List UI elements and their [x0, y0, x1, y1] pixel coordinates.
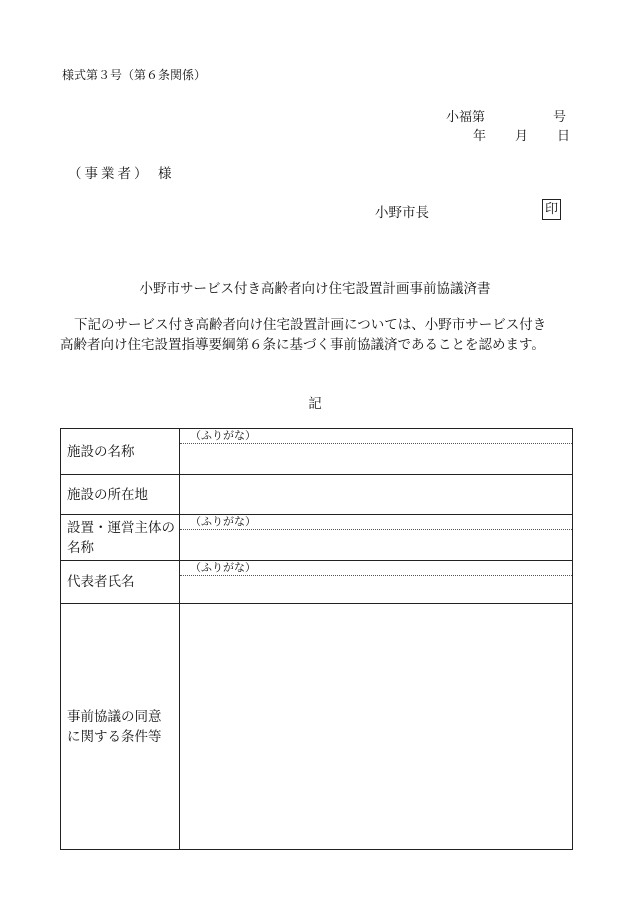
operator-name-label [61, 515, 180, 561]
body-line-1: 下記のサービス付き高齢者向け住宅設置計画については、小野市サービス付き [74, 317, 547, 333]
document-title: 小野市サービス付き高齢者向け住宅設置計画事前協議済書 [139, 281, 491, 297]
date-month: 月 [515, 129, 529, 144]
furigana-label: （ふりがな） [180, 515, 572, 530]
facility-address-cell[interactable] [180, 475, 573, 515]
conditions-label-line2: に関する条件等 [67, 728, 162, 745]
conditions-cell[interactable] [180, 604, 573, 850]
conditions-label-line1: 事前協議の同意 [67, 708, 162, 725]
seal-box: 印 [542, 199, 561, 220]
furigana-label: （ふりがな） [180, 429, 572, 444]
table-row [61, 429, 573, 475]
representative-name-label: 代表者氏名 [61, 561, 180, 604]
table-row [61, 561, 573, 604]
form-number: 様式第３号（第６条関係） [62, 68, 207, 82]
operator-name-label-line2: 名称 [67, 539, 94, 556]
operator-name-cell[interactable] [180, 515, 573, 561]
table-row [61, 475, 573, 515]
facility-name-cell[interactable] [180, 429, 573, 475]
date-year: 年 [473, 129, 487, 144]
date-day: 日 [557, 129, 571, 144]
body-line-2: 高齢者向け住宅設置指導要綱第６条に基づく事前協議済であることを認めます。 [60, 337, 545, 353]
conditions-label [61, 604, 180, 850]
document-body [60, 315, 580, 355]
addressee-honorific: 様 [158, 166, 172, 182]
representative-name-cell[interactable] [180, 561, 573, 604]
doc-number-prefix: 小福第 [446, 110, 486, 125]
table-row [61, 515, 573, 561]
facility-address-label: 施設の所在地 [61, 475, 180, 515]
addressee-placeholder: （事業者） [68, 166, 151, 182]
facility-name-label: 施設の名称 [61, 429, 180, 475]
ki-heading: 記 [308, 396, 322, 412]
facility-name-value[interactable] [180, 444, 572, 474]
details-table [60, 428, 573, 850]
furigana-label: （ふりがな） [180, 561, 572, 576]
representative-name-value[interactable] [180, 576, 572, 603]
issuer-title: 小野市長 [375, 205, 429, 221]
doc-number-suffix: 号 [553, 110, 567, 125]
operator-name-value[interactable] [180, 530, 572, 560]
operator-name-label-line1: 設置・運営主体の [67, 519, 175, 536]
table-row [61, 604, 573, 850]
